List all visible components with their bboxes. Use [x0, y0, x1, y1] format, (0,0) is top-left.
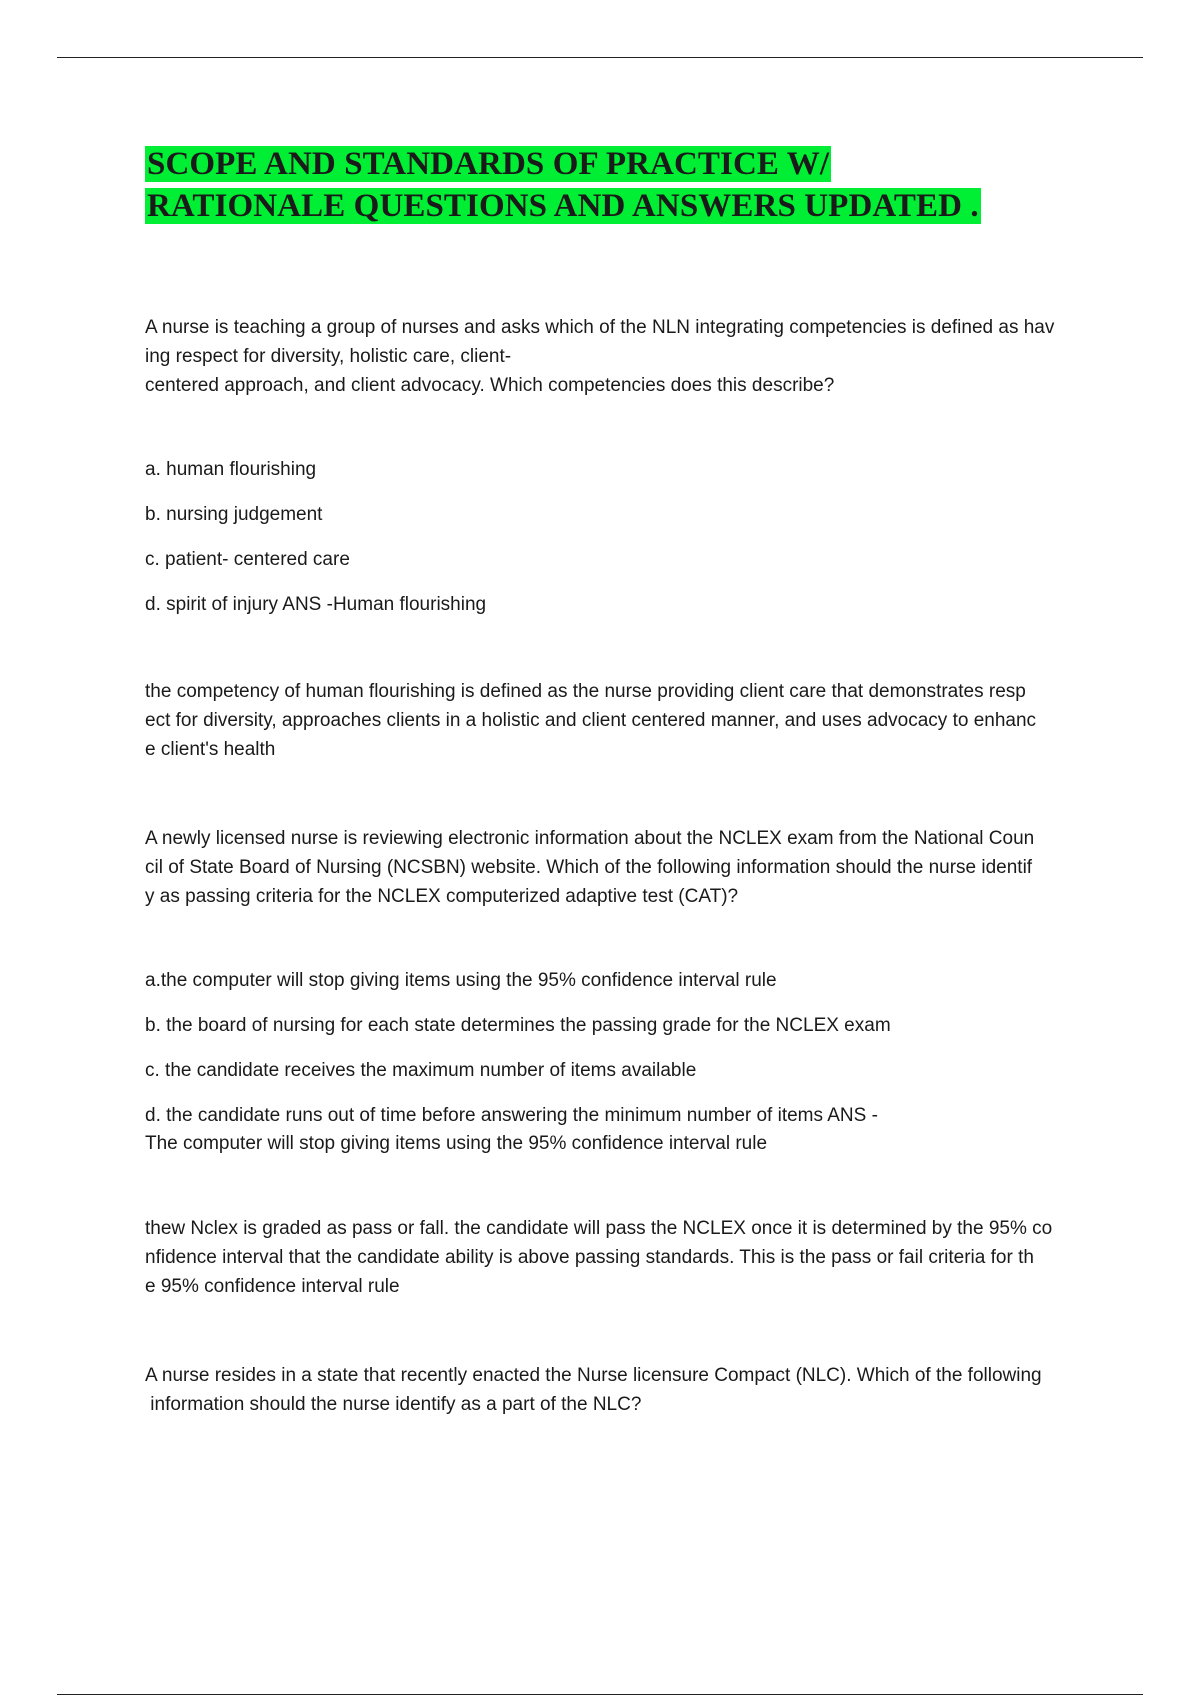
question-2-stem-line: y as passing criteria for the NCLEX computerized adaptive test (CAT)?: [145, 886, 739, 907]
option-b: b. nursing judgement: [145, 504, 323, 525]
question-1-options: [145, 456, 1095, 619]
question-1: [145, 313, 1095, 619]
question-2-options: [145, 967, 1095, 1158]
title-line-1: SCOPE AND STANDARDS OF PRACTICE W/: [147, 146, 830, 182]
question-3-stem-line: A nurse resides in a state that recently enacted the Nurse licensure Compact (NLC). Which of the following: [145, 1365, 1042, 1386]
option-d-with-answer: [145, 1102, 1095, 1158]
option-a: a.the computer will stop giving items using the 95% confidence interval rule: [145, 970, 777, 991]
rationale-line: ect for diversity, approaches clients in a holistic and client centered manner, and uses advocacy to enhanc: [145, 710, 1037, 731]
rationale-1: [145, 677, 1095, 764]
answer-line: The computer will stop giving items using the 95% confidence interval rule: [145, 1133, 768, 1154]
question-1-stem-line: ing respect for diversity, holistic care, client-: [145, 346, 512, 367]
option-c: c. the candidate receives the maximum number of items available: [145, 1060, 697, 1081]
top-rule: [57, 57, 1143, 58]
question-3: [145, 1361, 1095, 1419]
question-2-stem-line: A newly licensed nurse is reviewing electronic information about the NCLEX exam from the National Coun: [145, 828, 1035, 849]
option-c: c. patient- centered care: [145, 549, 350, 570]
bottom-rule: [57, 1694, 1143, 1695]
title-line-2: RATIONALE QUESTIONS AND ANSWERS UPDATED .: [147, 188, 979, 224]
question-1-stem-line: A nurse is teaching a group of nurses and asks which of the NLN integrating competencies is defined as hav: [145, 317, 1055, 338]
question-3-stem-line: information should the nurse identify as a part of the NLC?: [145, 1394, 642, 1415]
option-d-line: d. the candidate runs out of time before answering the minimum number of items ANS -: [145, 1105, 878, 1126]
rationale-line: the competency of human flourishing is defined as the nurse providing client care that demonstrates resp: [145, 681, 1026, 702]
document-body: [145, 143, 1095, 1479]
document-title: [145, 143, 1095, 227]
option-d-with-answer: d. spirit of injury ANS -Human flourishing: [145, 594, 487, 615]
question-2: [145, 824, 1095, 1158]
question-1-stem-line: centered approach, and client advocacy. Which competencies does this describe?: [145, 375, 835, 396]
option-a: a. human flourishing: [145, 459, 317, 480]
rationale-line: nfidence interval that the candidate ability is above passing standards. This is the pass or fail criteria for th: [145, 1247, 1034, 1268]
rationale-2: [145, 1214, 1095, 1301]
option-b: b. the board of nursing for each state determines the passing grade for the NCLEX exam: [145, 1015, 891, 1036]
question-2-stem-line: cil of State Board of Nursing (NCSBN) website. Which of the following information should the nurse identif: [145, 857, 1033, 878]
rationale-line: thew Nclex is graded as pass or fall. the candidate will pass the NCLEX once it is determined by the 95% co: [145, 1218, 1053, 1239]
rationale-line: e client's health: [145, 739, 276, 760]
rationale-line: e 95% confidence interval rule: [145, 1276, 400, 1297]
